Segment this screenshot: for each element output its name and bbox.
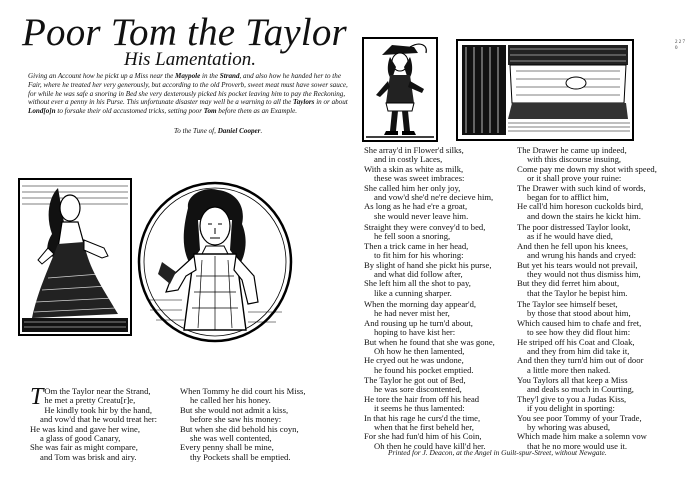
intro-tom: Tom [203, 107, 217, 116]
stanza-line: began for to afflict him, [527, 191, 609, 202]
woodcut-cavalier [362, 37, 438, 142]
stanza-line: and vow'd that he would treat her: [40, 414, 158, 425]
stanza-line: or it shall prove your ruine: [527, 173, 622, 184]
stanza-line: a little more then naked. [527, 364, 611, 375]
stanza-line: She was fair as might compare, [30, 442, 138, 453]
stanza-line: when that he first beheld her, [374, 421, 474, 432]
stanza-line: The Drawer with such kind of words, [517, 182, 646, 193]
stanza-line: She array'd in Flower'd silks, [364, 145, 464, 155]
stanza-line: he was sore discontented, [374, 384, 462, 395]
drop-cap-letter: T [30, 384, 44, 410]
stanza-line: with this discourse insuing, [527, 154, 622, 165]
stanza-line: Every penny shall be mine, [180, 442, 274, 453]
stanza-line: With a skin as white as milk, [364, 163, 464, 174]
stanza-line: He striped off his Coat and Cloak, [517, 336, 635, 347]
stanza-line: And rousing up he turn'd about, [364, 317, 473, 328]
stanza-line: that the Taylor he bepist him. [527, 287, 628, 298]
stanza-line: For she had fun'd him of his Coin, [364, 431, 482, 442]
stanza-line: by those that stood about him, [527, 308, 631, 319]
stanza-line: He kindly took hir by the hand, [44, 404, 153, 415]
intro-text: , and also how he handed her to the Fair, where he treated her very generously, but according to the old Proverb, sweet meat must have sower sauce, for while he was safe a snoring in Bed she very dexterously picked his pocket leaving him to pay the Reckoning, without ever a penny in his Purse. This unfortunate disaster may well be a warning to all the [28, 72, 348, 107]
intro-place-strand: Strand [219, 72, 240, 80]
stanza-line: that he no more would use it. [527, 440, 628, 451]
stanza-line: Oh then he could have kill'd her. [374, 440, 486, 451]
tune-prefix: To the Tune of, [174, 127, 218, 135]
stanza-line: and wrung his hands and cryed: [527, 250, 637, 261]
stanza-line: they would not thus dismiss him, [527, 268, 641, 279]
stanza-1 [30, 384, 158, 462]
stanza-line: a glass of good Canary, [40, 432, 121, 443]
stanza-line: he met a pretty Creatu[r]e, [44, 395, 136, 406]
stanza-line: and deals so much in Courting, [527, 384, 634, 395]
intro-text: to forsake their old accustomed tricks, setting poor [55, 107, 204, 116]
intro-taylors: Taylors [293, 98, 315, 107]
stanza-10 [517, 376, 647, 451]
stanza-line: When Tommy he did court his Miss, [180, 386, 306, 396]
stanza-line: and down the stairs he kickt him. [527, 210, 641, 221]
stanza-line: Which made him make a solemn vow [517, 431, 647, 442]
stanza-line: She called him her only joy, [364, 182, 461, 193]
printer-imprint: Printed for J. Deacon, at the Angel in Guilt-spur-Street, without Newgate. [388, 448, 607, 457]
stanza-line: She left him all the shot to pay, [364, 278, 471, 289]
woodcut-woman [18, 178, 132, 336]
stanza-line: he had never mist her, [374, 308, 450, 319]
woodcut-bedchamber [456, 39, 634, 141]
stanza-line: And then he fell upon his knees, [517, 240, 628, 251]
stanza-line: it seems he thus lamented: [374, 403, 465, 414]
stanza-line: The Taylor see himself beset, [517, 299, 618, 309]
stanza-line: When the morning day appear'd, [364, 299, 477, 309]
stanza-line: he found his pocket emptied. [374, 364, 474, 375]
intro-place-maypole: Maypole [175, 72, 201, 80]
stanza-line: He was kind and gave her wine, [30, 423, 141, 434]
tune-suffix: . [260, 127, 263, 135]
stanza-line: The poor distressed Taylor lookt, [517, 222, 631, 232]
woodcut-gentleman-portrait [136, 180, 294, 344]
stanza-line: as if he would have died, [527, 231, 613, 242]
stanza-line: and they from him did take it, [527, 345, 630, 356]
stanza-9 [517, 300, 643, 375]
margin-mark: 2 2 7 0 [675, 40, 685, 51]
stanza-line: But when he found that she was gone, [364, 336, 495, 347]
stanza-line: before she saw his money: [190, 414, 282, 425]
stanza-line: The Taylor he got out of Bed, [364, 375, 466, 385]
stanza-line: The Drawer he came up indeed, [517, 145, 627, 155]
stanza-line: she would never leave him. [374, 210, 469, 221]
stanza-line: But yet his tears would not prevail, [517, 259, 638, 270]
stanza-3 [364, 146, 493, 221]
stanza-line: But they did ferret him about, [517, 278, 620, 289]
stanza-line: he called her his honey. [190, 395, 271, 406]
intro-text: Giving an Account how he pickt up a Miss near the [28, 72, 176, 80]
stanza-line: these was sweet imbraces: [374, 173, 465, 184]
stanza-line: You see poor Tommy of your Trade, [517, 412, 642, 423]
stanza-line: Om the Taylor near the Strand, [44, 386, 151, 396]
stanza-2 [180, 387, 306, 462]
woodcut-portrait-image [136, 180, 294, 344]
stanza-line: and what did follow after, [374, 268, 463, 279]
stanza-7 [517, 146, 657, 221]
stanza-line: You Taylors all that keep a Miss [517, 375, 628, 385]
stanza-4 [364, 223, 491, 298]
stanza-line: Come pay me down my shot with speed, [517, 163, 657, 174]
woodcut-bedchamber-image [456, 39, 634, 141]
stanza-line: she was well contented, [190, 432, 272, 443]
stanza-line: Then a trick came in her head, [364, 240, 469, 251]
stanza-line: But she would not admit a kiss, [180, 404, 289, 415]
intro-london: Lond[o]n [28, 107, 56, 116]
intro-text: before them as an Example. [216, 107, 298, 116]
stanza-line: if you delight in sporting: [527, 403, 615, 414]
stanza-line: He cryed out he was undone, [364, 355, 464, 366]
stanza-line: Which caused him to chafe and fret, [517, 317, 642, 328]
ballad-subtitle: His Lamentation. [124, 49, 256, 70]
stanza-6 [364, 376, 486, 451]
stanza-line: and Tom was brisk and airy. [40, 451, 137, 462]
stanza-line: to see how they did flout him: [527, 327, 631, 338]
ballad-introduction [28, 72, 356, 116]
stanza-line: But when she did behold his coyn, [180, 423, 299, 434]
woodcut-cavalier-image [362, 37, 438, 142]
stanza-line: thy Pockets shall be emptied. [190, 451, 291, 462]
stanza-line: like a cunning sharper. [374, 287, 452, 298]
stanza-8 [517, 223, 641, 298]
stanza-line: He call'd him horeson cuckolds bird, [517, 201, 644, 212]
stanza-line: he fell soon a snoring, [374, 231, 451, 242]
stanza-line: hoping to have kist her: [374, 327, 456, 338]
intro-text: in or about [314, 98, 348, 107]
intro-text: in the [200, 72, 220, 80]
stanza-line: to fit him for his whoring: [374, 250, 464, 261]
stanza-line: and in costly Laces, [374, 154, 443, 165]
stanza-line: In that his rage he curs'd the time, [364, 412, 481, 423]
ballad-title: Poor Tom the Taylor [22, 11, 347, 54]
tune-name: Daniel Cooper [217, 127, 261, 135]
stanza-line: by whoring was abused, [527, 421, 611, 432]
stanza-line: By slight of hand she pickt his purse, [364, 259, 492, 270]
stanza-line: As long as he had e're a groat, [364, 201, 468, 212]
stanza-line: Oh how he then lamented, [374, 345, 465, 356]
stanza-line: Straight they were convey'd to bed, [364, 222, 486, 232]
stanza-line: And then they turn'd him out of door [517, 355, 644, 366]
stanza-line: He tore the hair from off his head [364, 393, 480, 404]
stanza-line: They'l give to you a Judas Kiss, [517, 393, 627, 404]
tune-line [174, 127, 262, 136]
stanza-5 [364, 300, 495, 375]
woodcut-woman-image [18, 178, 132, 336]
stanza-line: and vow'd she'd ne're decieve him, [374, 191, 494, 202]
